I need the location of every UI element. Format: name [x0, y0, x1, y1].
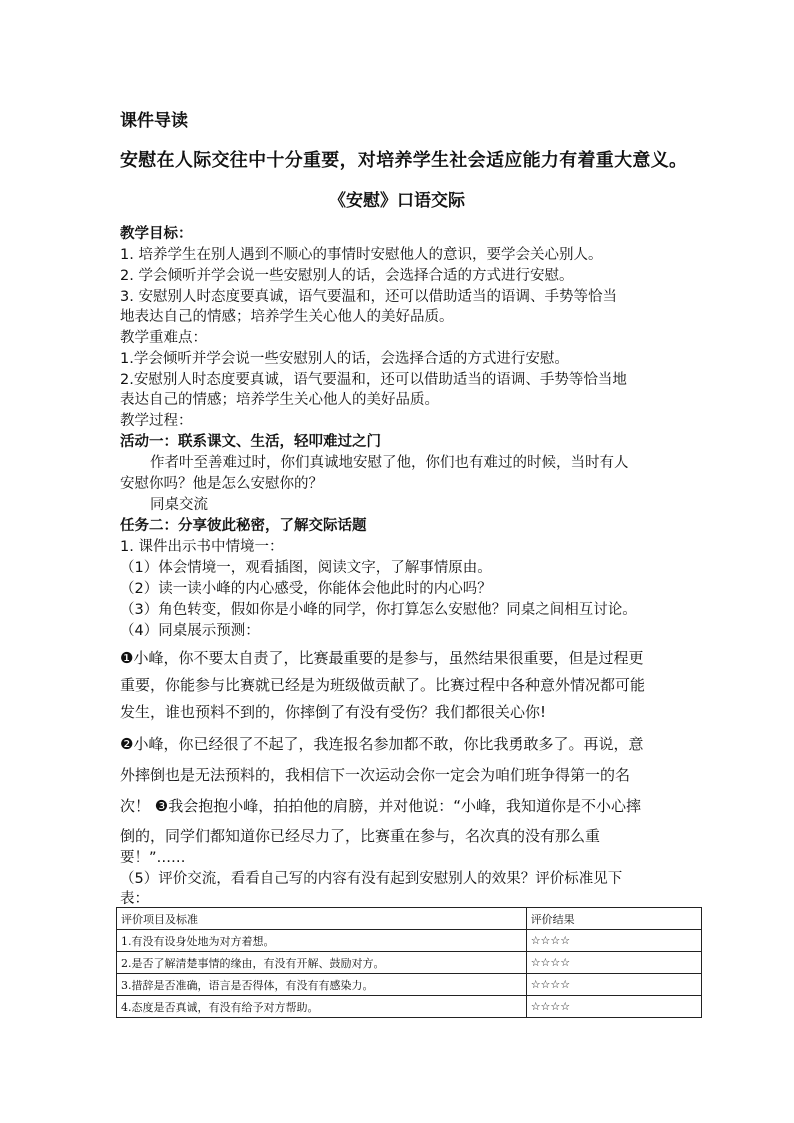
- table-cell: 1.有没有设身处地为对方着想。: [117, 930, 527, 952]
- goal-item: 地表达自己的情感；培养学生关心他人的美好品质。: [120, 309, 454, 325]
- star-rating: ☆☆☆☆: [526, 930, 701, 952]
- answer-line: 重要，你能参与比赛就已经是为班级做贡献了。比赛过程中各种意外情况都可能: [120, 676, 646, 694]
- star-rating: ☆☆☆☆: [526, 952, 701, 974]
- activity1-line: 作者叶至善难过时，你们真诚地安慰了他，你们也有难过的时候，当时有人: [150, 455, 629, 471]
- eval-intro: （5）评价交流，看看自己写的内容有没有起到安慰别人的效果？评价标准见下: [120, 871, 623, 887]
- answer-line: 倒的，同学们都知道你已经尽力了，比赛重在参与，名次真的没有那么重: [120, 827, 601, 845]
- goal-item: 1. 培养学生在别人遇到不顺心的事情时安慰他人的意识，要学会关心别人。: [120, 247, 603, 263]
- guide-summary: 安慰在人际交往中十分重要，对培养学生社会适应能力有着重大意义。: [120, 150, 688, 171]
- answer-line: 次！ ❸我会抱抱小峰，拍拍他的肩膀，并对他说：“小峰，我知道你是不小心摔: [120, 797, 641, 815]
- task2-line: （1）体会情境一，观看插图，阅读文字，了解事情原由。: [120, 560, 492, 576]
- task2-line: （3）角色转变，假如你是小峰的同学，你打算怎么安慰他？同桌之间相互讨论。: [120, 602, 637, 618]
- table-row: [117, 996, 702, 1018]
- keypoint-item: 1.学会倾听并学会说一些安慰别人的话，会选择合适的方式进行安慰。: [120, 351, 569, 367]
- keypoint-item: 2.安慰别人时态度要真诚，语气要温和，还可以借助适当的语调、手势等恰当地: [120, 372, 627, 388]
- table-cell: 4.态度是否真诚，有没有给予对方帮助。: [117, 996, 527, 1018]
- activity1-line: 安慰你吗？他是怎么安慰你的？: [120, 476, 323, 492]
- table-row: [117, 952, 702, 974]
- answer-line: 发生，谁也预料不到的，你摔倒了有没有受伤？我们都很关心你!: [120, 703, 547, 721]
- evaluation-table: [116, 907, 702, 1018]
- goal-item: 3. 安慰别人时态度要真诚，语气要温和，还可以借助适当的语调、手势等恰当: [120, 289, 617, 305]
- goal-item: 2. 学会倾听并学会说一些安慰别人的话，会选择合适的方式进行安慰。: [120, 268, 574, 284]
- table-row: [117, 974, 702, 996]
- task2-line: （4）同桌展示预测：: [120, 623, 260, 639]
- activity1-line: 同桌交流: [150, 497, 208, 513]
- star-rating: ☆☆☆☆: [526, 974, 701, 996]
- answer-line: 外摔倒也是无法预料的，我相信下一次运动会你一定会为咱们班争得第一的名: [120, 766, 631, 784]
- answer-line: 要！”……: [120, 850, 186, 866]
- table-header-cell: 评价项目及标准: [117, 908, 527, 930]
- answer-line: ❷小峰，你已经很了不起了，我连报名参加都不敢，你比我勇敢多了。再说，意: [120, 735, 644, 753]
- activity1-title: 活动一：联系课文、生活，轻叩难过之门: [120, 434, 381, 450]
- star-rating: ☆☆☆☆: [526, 996, 701, 1018]
- task2-title: 任务二：分享彼此秘密，了解交际话题: [120, 518, 367, 534]
- table-row: [117, 930, 702, 952]
- task2-line: 1. 课件出示书中情境一：: [120, 539, 284, 555]
- task2-line: （2）读一读小峰的内心感受，你能体会他此时的内心吗？: [120, 581, 492, 597]
- eval-intro: 表：: [120, 891, 149, 907]
- table-cell: 2.是否了解清楚事情的缘由，有没有开解、鼓励对方。: [117, 952, 527, 974]
- table-cell: 3.措辞是否准确，语言是否得体，有没有有感染力。: [117, 974, 527, 996]
- lesson-title: 《安慰》口语交际: [329, 191, 465, 211]
- table-header-row: [117, 908, 702, 930]
- process-heading: 教学过程：: [120, 413, 193, 429]
- goals-heading: 教学目标：: [120, 226, 193, 242]
- keypoints-heading: 教学重难点：: [120, 330, 207, 346]
- keypoint-item: 表达自己的情感；培养学生关心他人的美好品质。: [120, 392, 439, 408]
- guide-heading: 课件导读: [120, 111, 188, 131]
- answer-line: ❶小峰，你不要太自责了，比赛最重要的是参与，虽然结果很重要，但是过程更: [120, 649, 644, 667]
- table-header-cell: 评价结果: [526, 908, 701, 930]
